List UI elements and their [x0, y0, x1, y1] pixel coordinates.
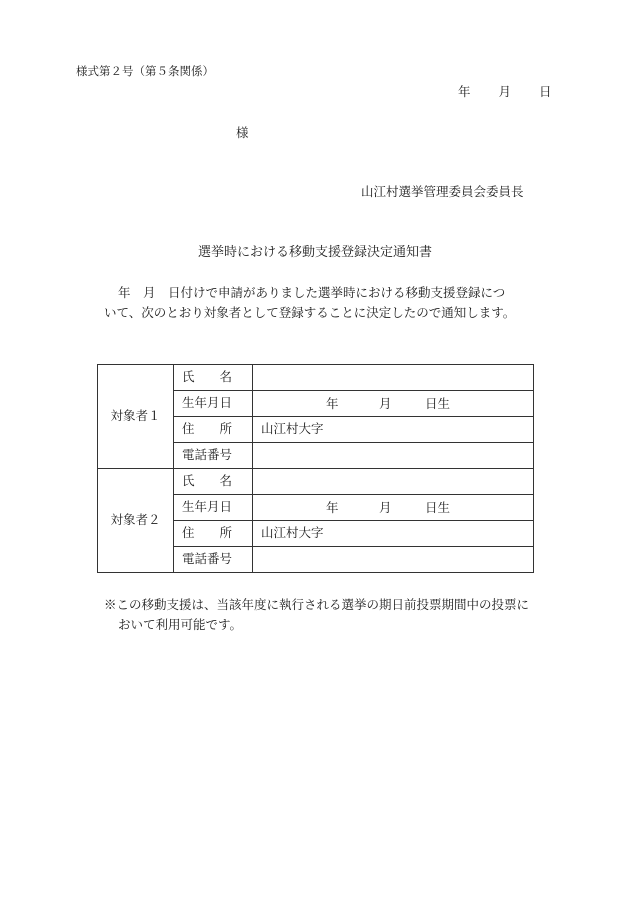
subject-2-label: 対象者２ [98, 469, 174, 573]
subject-2-address-value: 山江村大字 [253, 521, 534, 547]
body-text-line-1: 年 月 日付けで申請がありました選挙時における移動支援登録につ [118, 285, 506, 300]
date-line [458, 86, 552, 99]
subject-2-name-value [253, 469, 534, 495]
subjects-table [97, 364, 534, 573]
phone-label: 電話番号 [174, 443, 253, 469]
subject-1-address-value: 山江村大字 [253, 417, 534, 443]
subject-1-dob-value [253, 391, 534, 417]
date-day: 日 [539, 84, 552, 99]
subject-1-phone-value [253, 443, 534, 469]
dob-year-unit: 年 [326, 395, 339, 411]
document-title: 選挙時における移動支援登録決定通知書 [198, 245, 433, 260]
name-label: 氏 名 [174, 365, 253, 391]
subject-1-name-value [253, 365, 534, 391]
dob-month-unit: 月 [379, 499, 392, 515]
body-text-line-2: いて、次のとおり対象者として登録することに決定したので通知します。 [104, 305, 516, 320]
dob-day-unit: 日生 [425, 395, 451, 411]
dob-year-unit: 年 [326, 499, 339, 515]
table-row [98, 365, 534, 391]
subject-1-label: 対象者１ [98, 365, 174, 469]
dob-day-unit: 日生 [425, 499, 451, 515]
addressee-suffix: 様 [236, 125, 249, 140]
subject-2-phone-value [253, 547, 534, 573]
table-row [98, 469, 534, 495]
date-month: 月 [498, 84, 512, 99]
sender-title: 山江村選挙管理委員会委員長 [361, 184, 524, 199]
dob-label: 生年月日 [174, 391, 253, 417]
dob-label: 生年月日 [174, 495, 253, 521]
subject-2-dob-value [253, 495, 534, 521]
note-line-2: おいて利用可能です。 [118, 617, 243, 632]
address-label: 住 所 [174, 417, 253, 443]
dob-month-unit: 月 [379, 395, 392, 411]
date-year: 年 [458, 84, 471, 99]
address-label: 住 所 [174, 521, 253, 547]
note-line-1: ※この移動支援は、当該年度に執行される選挙の期日前投票期間中の投票に [104, 597, 530, 612]
name-label: 氏 名 [174, 469, 253, 495]
form-number-label: 様式第２号（第５条関係） [76, 64, 214, 78]
phone-label: 電話番号 [174, 547, 253, 573]
